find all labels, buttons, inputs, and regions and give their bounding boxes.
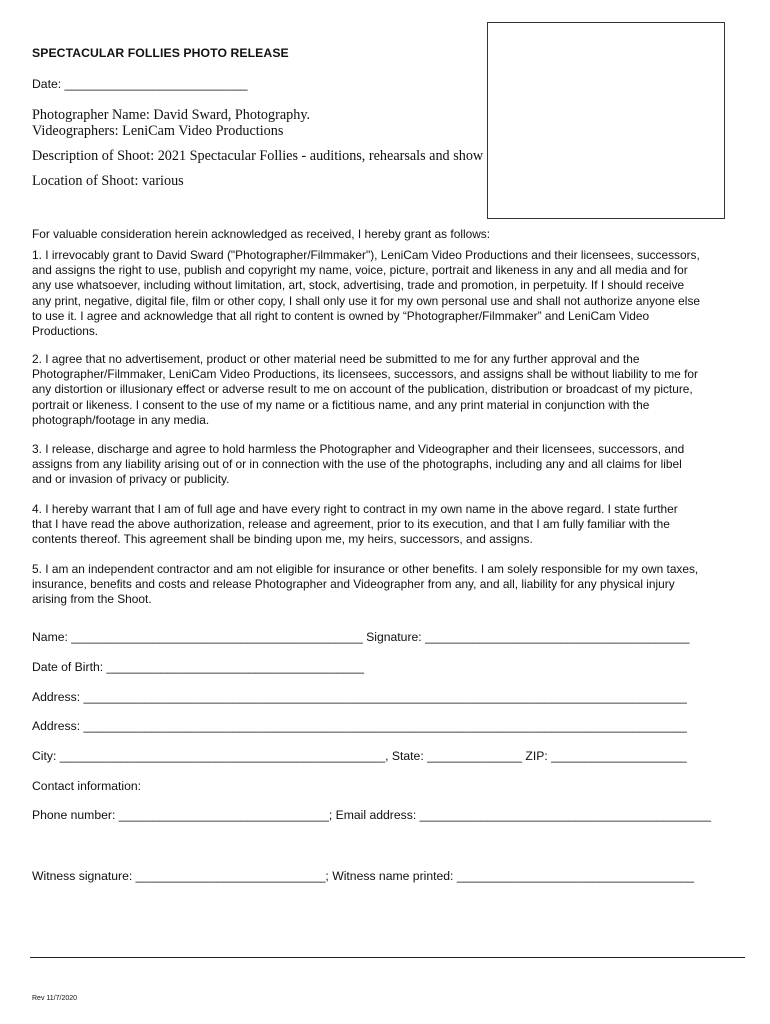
clause-2: 2. I agree that no advertisement, product or other material need be submitted to me for any further approval and the Photographer/Filmmaker, LeniCam Video Productions, its licensees, successors, and assigns shall be without liability to me for any distortion or illusionary effect or adverse result to me on account of the publication, distribution or broadcast of my picture, portrait or likeness. I consent to the use of my name or a fictitious name, and any print material in conjunction with the photograph/footage in any media. — [32, 352, 698, 427]
clause-3: 3. I release, discharge and agree to hold harmless the Photographer and Videographer and their licensees, successors, and assigns from any liability arising out of or in connection with the use of the photographs, including any and all claims for libel and or invasion of privacy or publicity. — [32, 442, 685, 487]
photographer-name: Photographer Name: David Sward, Photography. — [32, 107, 311, 123]
date-of-birth-field[interactable]: Date of Birth: ______________________________________ — [32, 660, 365, 674]
footer-divider — [30, 957, 745, 958]
address-field-2[interactable]: Address: _________________________________________________________________________________________ — [32, 719, 687, 733]
photo-placeholder-box — [487, 22, 725, 219]
document-title: SPECTACULAR FOLLIES PHOTO RELEASE — [32, 46, 289, 60]
phone-email-field[interactable]: Phone number: _______________________________; Email address: ___________________________________________ — [32, 808, 712, 822]
witness-field[interactable]: Witness signature: ____________________________; Witness name printed: ___________________________________ — [32, 869, 695, 883]
revision-note: Rev 11/7/2020 — [32, 995, 78, 1002]
address-field-1[interactable]: Address: _________________________________________________________________________________________ — [32, 690, 687, 704]
contact-info-label: Contact information: — [32, 779, 142, 793]
clause-5: 5. I am an independent contractor and am not eligible for insurance or other benefits. I am solely responsible for my own taxes, insurance, benefits and costs and release Photographer and Videographer from any, and all, liability for any physical injury arising from the Shoot. — [32, 562, 699, 607]
shoot-description: Description of Shoot: 2021 Spectacular Follies - auditions, rehearsals and show — [32, 148, 484, 164]
city-state-zip-field[interactable]: City: ________________________________________________, State: ______________ ZIP: ____________________ — [32, 749, 687, 763]
shoot-location: Location of Shoot: various — [32, 173, 184, 189]
videographers-name: Videographers: LeniCam Video Productions — [32, 123, 284, 139]
clause-4: 4. I hereby warrant that I am of full age and have every right to contract in my own name in the above regard. I state further that I have read the above authorization, release and agreement, prior to its execution, and that I am fully familiar with the contents thereof. This agreement shall be binding upon me, my heirs, successors, and assigns. — [32, 502, 678, 547]
clause-1: 1. I irrevocably grant to David Sward ("Photographer/Filmmaker"), LeniCam Video Productions and their licensees, successors, and assigns the right to use, publish and copyright my name, voice, picture, portrait and likeness in any and all media and for any use whatsoever, including without limitation, art, stock, advertising, trade and promotion, in perpetuity. If I should receive any print, negative, digital file, film or other copy, I shall only use it for my own personal use and shall not authorize anyone else to use it. I agree and acknowledge that all right to content is owned by “Photographer/Filmmaker” and LeniCam Video Productions. — [32, 248, 701, 339]
intro-paragraph: For valuable consideration herein acknowledged as received, I hereby grant as follows: — [32, 227, 491, 241]
name-signature-field[interactable]: Name: ___________________________________________ Signature: _______________________________________ — [32, 630, 690, 644]
date-field[interactable]: Date: ___________________________ — [32, 77, 248, 91]
